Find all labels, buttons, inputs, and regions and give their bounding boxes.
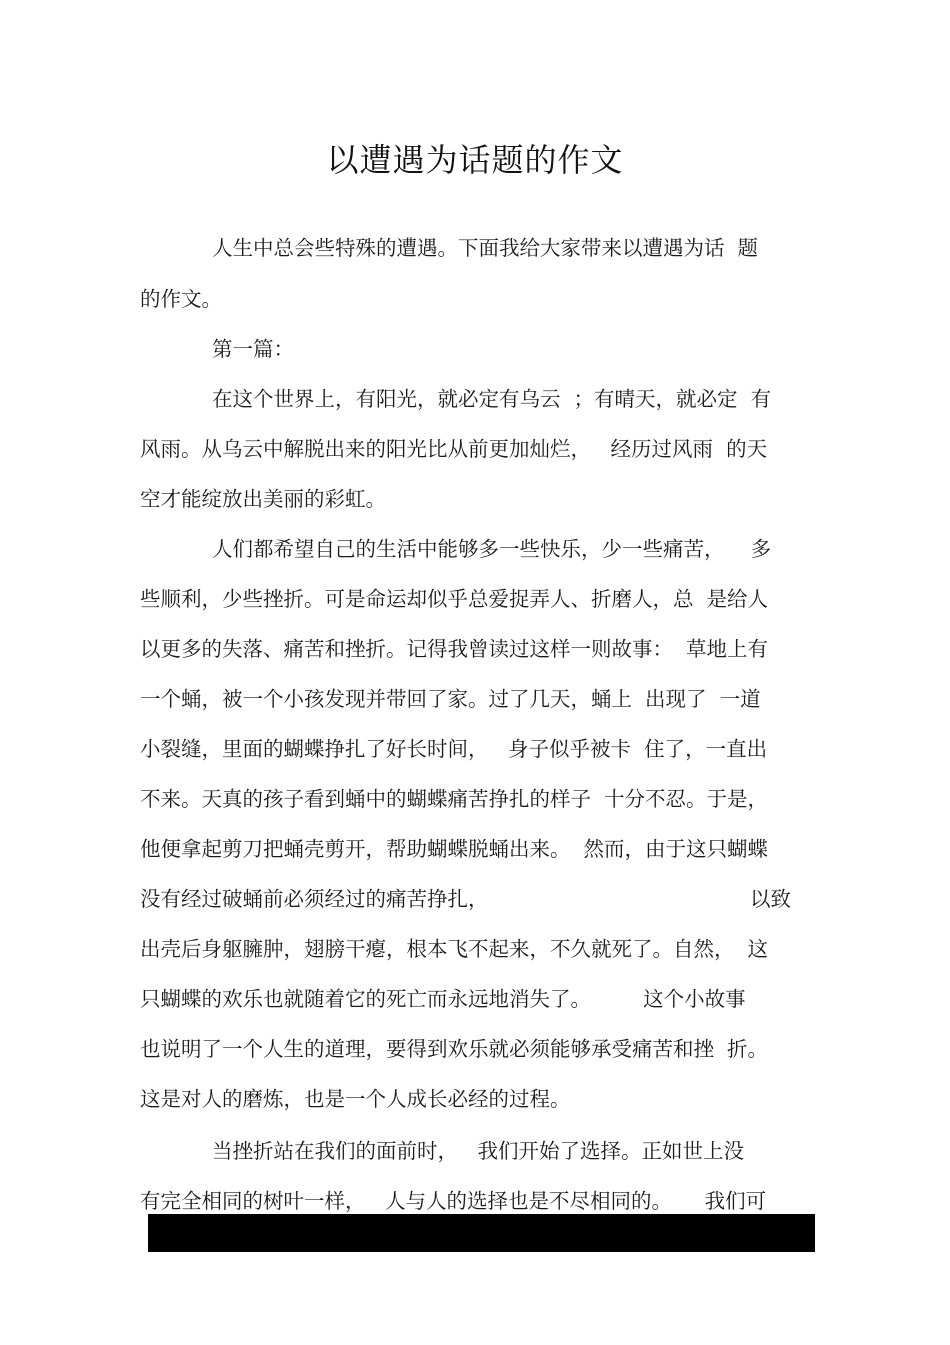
paragraph-line: 风雨。从乌云中解脱出来的阳光比从前更加灿烂， 经历过风雨 的天 (140, 437, 768, 461)
paragraph-line: 些顺利，少些挫折。可是命运却似乎总爱捉弄人、折磨人，总 是给人 (140, 587, 769, 611)
paragraph-line: 这是对人的磨炼，也是一个人成长必经的过程。 (140, 1087, 571, 1111)
redaction-bar (148, 1214, 815, 1252)
paragraph-line: 一个蛹，被一个小孩发现并带回了家。过了几天，蛹上 出现了 一道 (140, 687, 761, 711)
paragraph-line: 以更多的失落、痛苦和挫折。记得我曾读过这样一则故事： 草地上有 (140, 637, 769, 661)
paragraph-line: 人生中总会些特殊的遭遇。下面我给大家带来以遭遇为话 题 (212, 236, 759, 260)
section-heading: 第一篇： (212, 337, 294, 361)
paragraph-line: 当挫折站在我们的面前时， 我们开始了选择。正如世上没 (212, 1139, 745, 1163)
page-title: 以遭遇为话题的作文 (326, 141, 624, 179)
paragraph-line: 有完全相同的树叶一样， 人与人的选择也是不尽相同的。 我们可 (140, 1189, 767, 1213)
paragraph-line: 也说明了一个人生的道理，要得到欢乐就必须能够承受痛苦和挫 折。 (140, 1037, 769, 1061)
paragraph-line: 不来。天真的孩子看到蛹中的蝴蝶痛苦挣扎的样子 十分不忍。于是， (140, 787, 769, 811)
paragraph-line: 出壳后身躯臃肿，翅膀干瘪，根本飞不起来，不久就死了。自然， 这 (140, 937, 769, 961)
paragraph-line: 没有经过破蛹前必须经过的痛苦挣扎， (140, 887, 489, 911)
paragraph-line: 小裂缝，里面的蝴蝶挣扎了好长时间， 身子似乎被卡 住了，一直出 (140, 737, 768, 761)
paragraph-line: 的作文。 (140, 287, 222, 311)
paragraph-line: 空才能绽放出美丽的彩虹。 (140, 487, 386, 511)
paragraph-line-fragment: 以致 (750, 887, 791, 911)
paragraph-line: 人们都希望自己的生活中能够多一些快乐，少一些痛苦， 多 (212, 537, 772, 561)
paragraph-line: 在这个世界上，有阳光，就必定有乌云 ；有晴天，就必定 有 (212, 387, 772, 411)
paragraph-line: 他便拿起剪刀把蛹壳剪开，帮助蝴蝶脱蛹出来。 然而，由于这只蝴蝶 (140, 837, 769, 861)
paragraph-line: 只蝴蝶的欢乐也就随着它的死亡而永远地消失了。 这个小故事 (140, 987, 746, 1011)
